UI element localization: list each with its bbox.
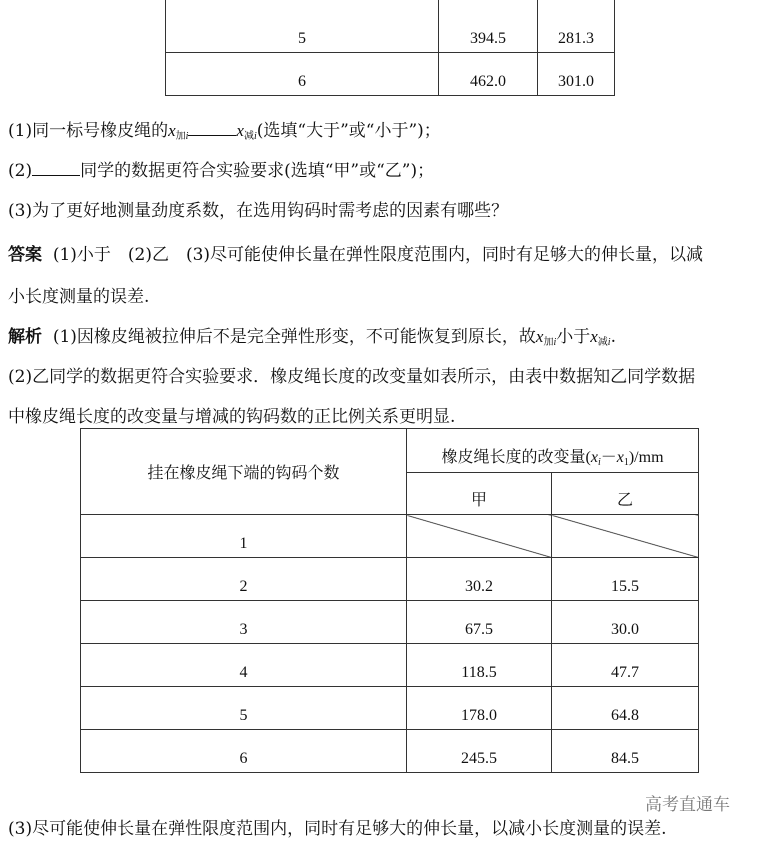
col-header-jia: 甲 — [407, 473, 552, 515]
table-cell: 178.0 — [407, 687, 552, 730]
diagonal-empty-cell — [552, 515, 699, 558]
table-cell: 281.3 — [538, 0, 615, 53]
sub-jia: 加 — [543, 337, 554, 348]
change-table — [80, 428, 699, 773]
sub-i: i — [253, 131, 257, 142]
table-row — [166, 53, 615, 96]
table-cell: 2 — [81, 558, 407, 601]
analysis-text: . — [610, 327, 616, 347]
analysis-label: 解析 — [8, 327, 42, 347]
var-x: x — [590, 327, 598, 346]
table-row — [81, 515, 699, 558]
diagonal-empty-cell — [407, 515, 552, 558]
analysis-line-2: (2)乙同学的数据更符合实验要求．橡皮绳长度的改变量如表所示，由表中数据知乙同学数据 — [8, 367, 696, 387]
sub-i: i — [607, 337, 611, 348]
table-cell: 5 — [81, 687, 407, 730]
table-cell: 67.5 — [407, 601, 552, 644]
var-x: x — [590, 449, 598, 466]
minus: － — [600, 449, 617, 466]
table-cell: 6 — [166, 53, 439, 96]
table-cell: 5 — [166, 0, 439, 53]
analysis-text: 小于 — [556, 327, 591, 347]
answer-label: 答案 — [8, 245, 42, 265]
sub-i: i — [185, 131, 189, 142]
table-cell: 301.0 — [538, 53, 615, 96]
table-row — [166, 0, 615, 53]
var-x: x — [616, 449, 624, 466]
table-row — [81, 601, 699, 644]
col-header-length-change — [407, 429, 699, 473]
table-row — [81, 644, 699, 687]
table-cell: 84.5 — [552, 730, 699, 773]
table-cell: 462.0 — [439, 53, 538, 96]
col-header-yi: 乙 — [552, 473, 699, 515]
analysis-line-1 — [8, 322, 616, 348]
table-cell: 245.5 — [407, 730, 552, 773]
q2-prefix: (2) — [8, 161, 33, 181]
q1-suffix: (选填“大于”或“小于”)； — [256, 121, 441, 141]
table-cell: 4 — [81, 644, 407, 687]
table-cell: 1 — [81, 515, 407, 558]
sub-i: i — [553, 337, 557, 348]
table-row — [81, 687, 699, 730]
var-x: x — [236, 121, 244, 140]
question-3: (3)为了更好地测量劲度系数，在选用钩码时需考虑的因素有哪些？ — [8, 201, 509, 221]
answer-blank — [32, 161, 80, 176]
answer-blank — [188, 121, 236, 136]
sub-jian: 减 — [597, 337, 608, 348]
question-2 — [8, 156, 434, 181]
table-cell: 30.2 — [407, 558, 552, 601]
q1-text: (1)同一标号橡皮绳的 — [8, 121, 169, 141]
sub-1: 1 — [623, 457, 629, 468]
question-1 — [8, 116, 441, 142]
table-cell: 394.5 — [439, 0, 538, 53]
var-x: x — [535, 327, 544, 346]
table-header-row — [81, 429, 699, 473]
table-cell: 47.7 — [552, 644, 699, 687]
unit: )/mm — [628, 449, 664, 466]
sub-jia: 加 — [175, 131, 186, 142]
table-cell: 30.0 — [552, 601, 699, 644]
var-x: x — [168, 121, 176, 140]
table-cell: 3 — [81, 601, 407, 644]
sub-jian: 减 — [243, 131, 254, 142]
analysis-line-3: 中橡皮绳长度的改变量与增减的钩码数的正比例关系更明显. — [8, 407, 456, 427]
watermark: 高考直通车 — [645, 795, 730, 815]
table-cell: 15.5 — [552, 558, 699, 601]
header-text: 橡皮绳长度的改变量( — [441, 449, 591, 466]
sub-i: i — [597, 457, 601, 468]
table-cell: 64.8 — [552, 687, 699, 730]
table-cell: 118.5 — [407, 644, 552, 687]
top-data-table — [165, 0, 615, 96]
table-cell: 6 — [81, 730, 407, 773]
answer-line-2: 小长度测量的误差. — [8, 287, 150, 307]
answer-line-1 — [8, 240, 703, 265]
q2-text: 同学的数据更符合实验要求(选填“甲”或“乙”)； — [80, 161, 435, 181]
table-row — [81, 730, 699, 773]
final-answer-line: (3)尽可能使伸长量在弹性限度范围内，同时有足够大的伸长量，以减小长度测量的误差. — [8, 819, 667, 839]
answer-text: (1)小于 (2)乙 (3)尽可能使伸长量在弹性限度范围内，同时有足够大的伸长量，以减 — [52, 245, 704, 265]
table-row — [81, 558, 699, 601]
analysis-text: (1)因橡皮绳被拉伸后不是完全弹性形变，不可能恢复到原长，故 — [52, 327, 536, 347]
col-header-hook-count: 挂在橡皮绳下端的钩码个数 — [81, 429, 407, 515]
